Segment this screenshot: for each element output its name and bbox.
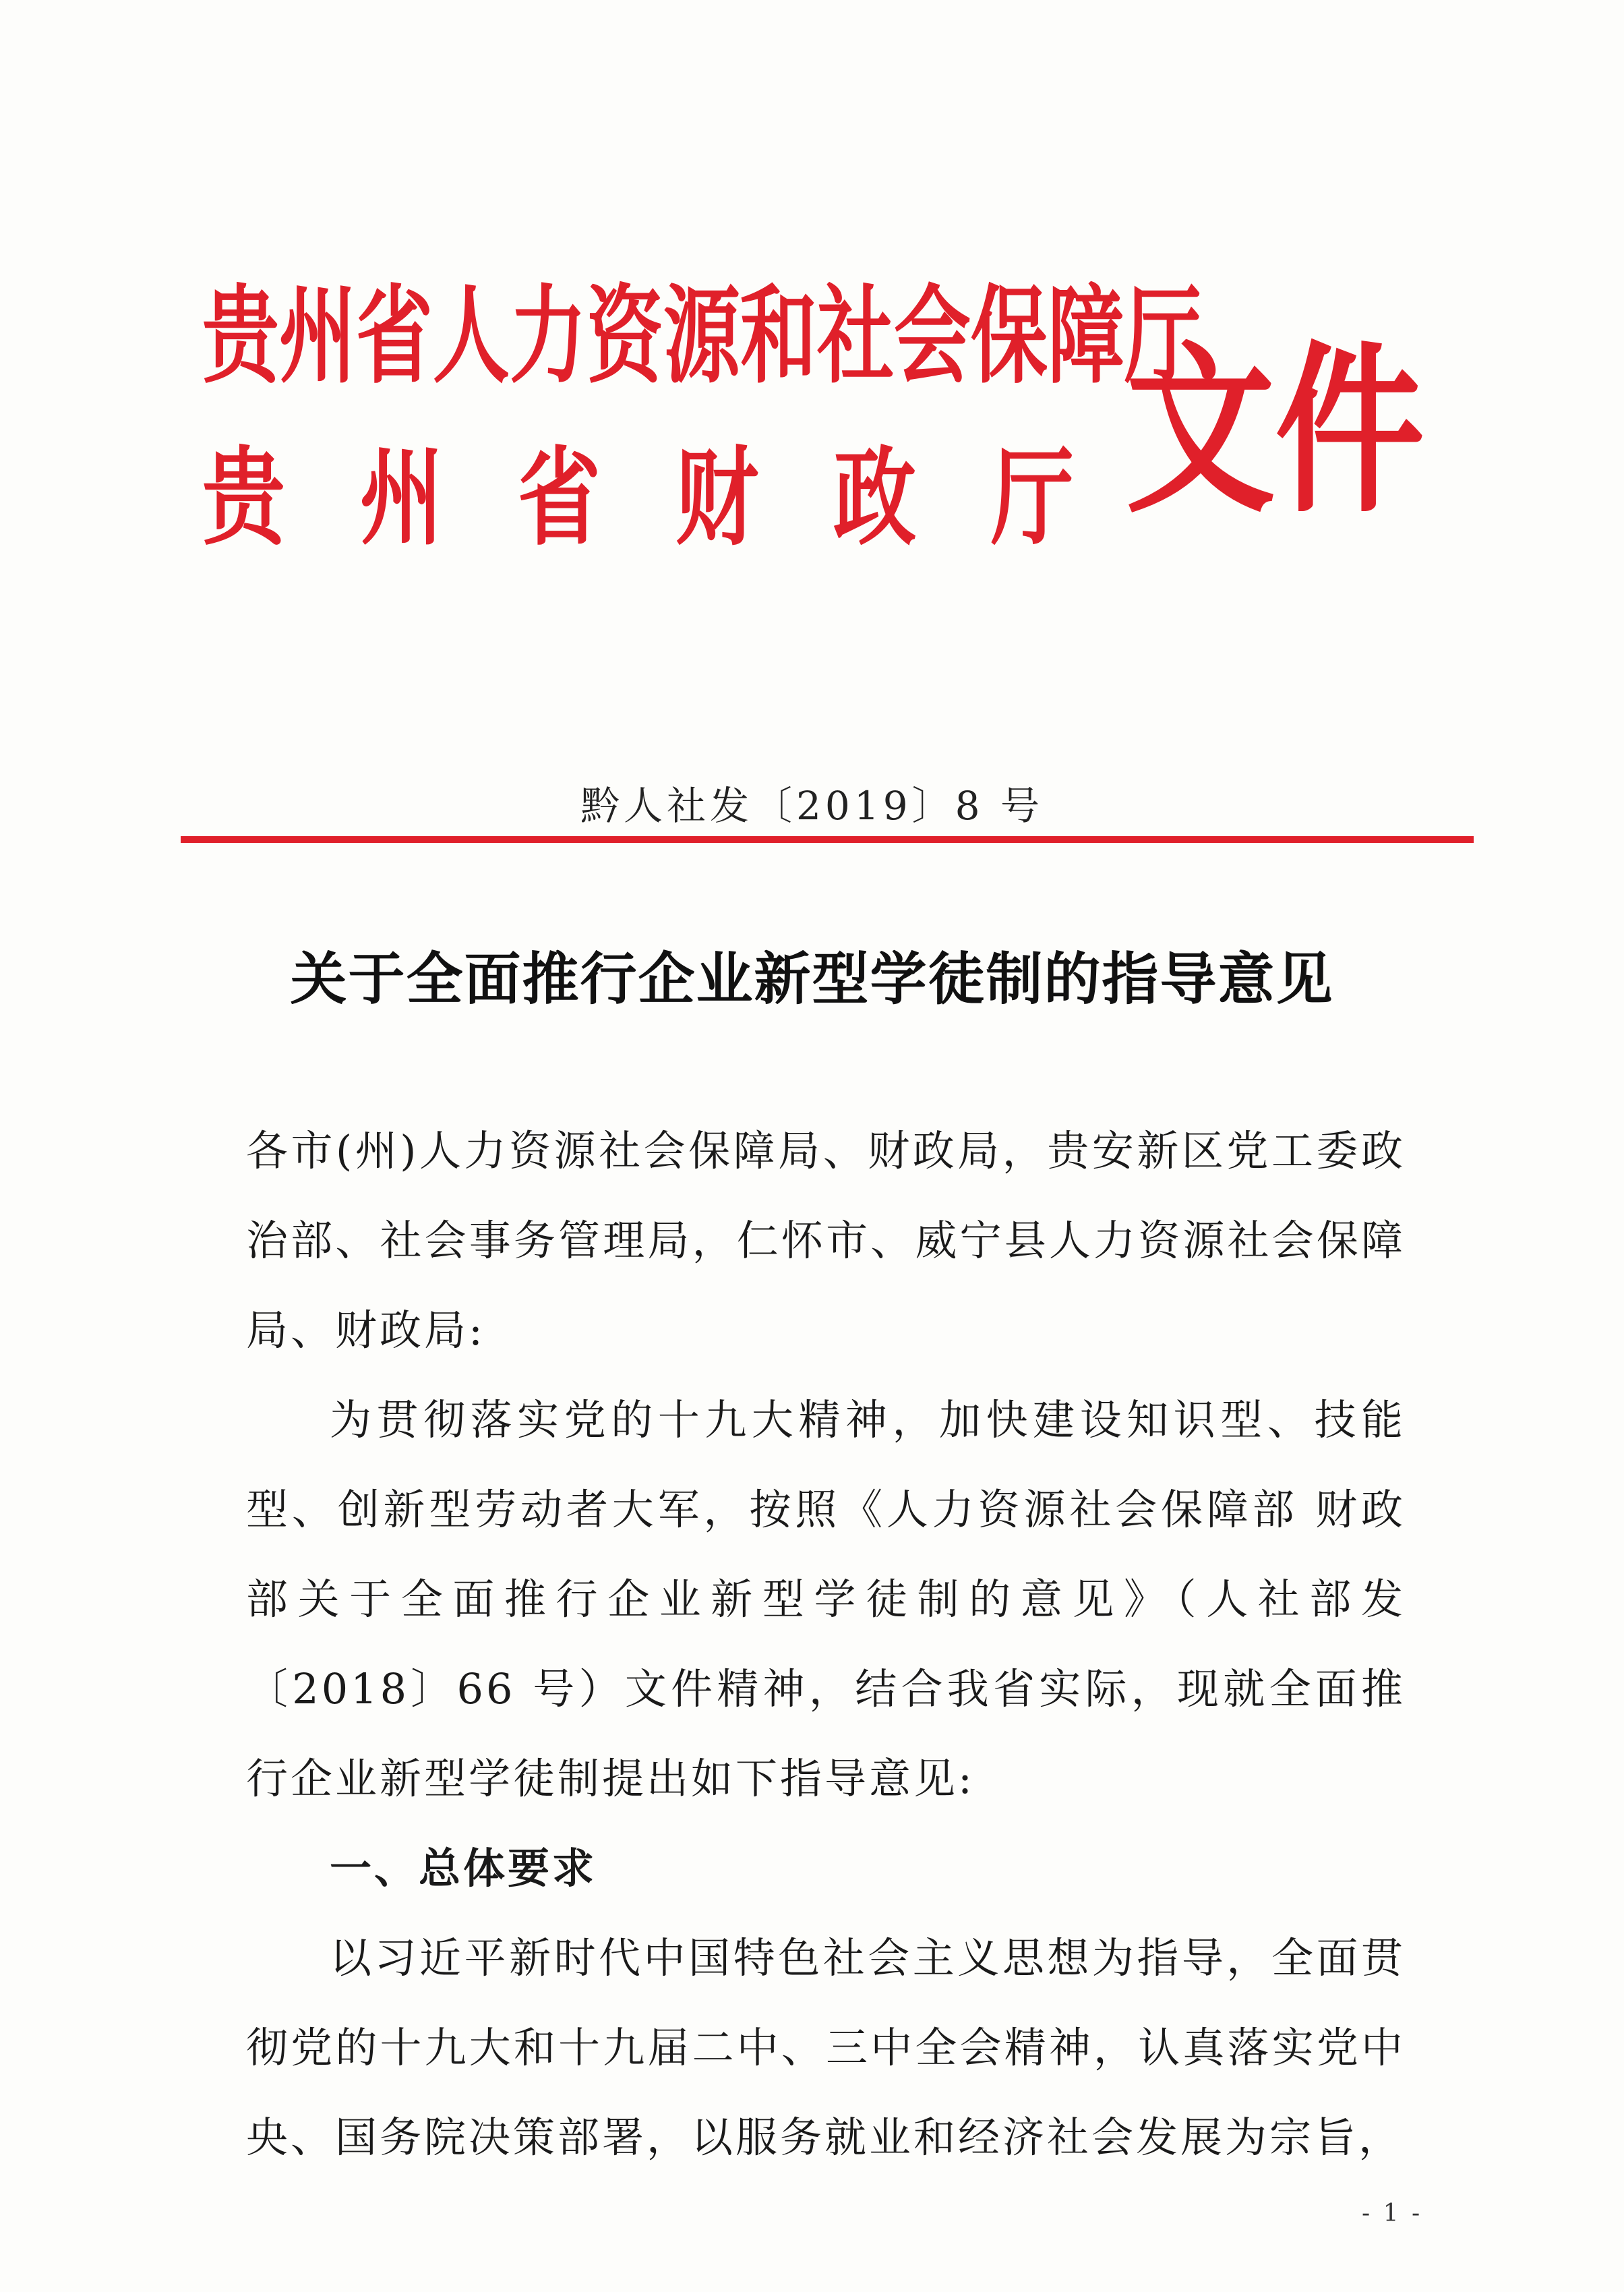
addressees-paragraph: 各市(州)人力资源社会保障局、财政局，贵安新区党工委政治部、社会事务管理局，仁怀市、威宁县人力资源社会保障局、财政局: — [246, 1126, 1406, 1355]
red-divider-line — [181, 836, 1474, 843]
issuer-line-2-char: 贵 — [202, 436, 286, 560]
section-paragraph: 以习近平新时代中国特色社会主义思想为指导，全面贯彻党的十九大和十九届二中、三中全会精神，认真落实党中央、国务院决策部署，以服务就业和经济社会发展为宗旨， — [246, 1933, 1406, 2162]
document-number: 黔人社发〔2019〕8 号 — [580, 783, 1044, 829]
issuer-line-2-char: 政 — [833, 436, 916, 560]
issuer-line-2 — [202, 436, 1092, 560]
section-heading: 一、总体要求 — [330, 1844, 597, 1893]
issuer-line-2-char: 省 — [517, 436, 601, 560]
issuer-line-2-char: 财 — [675, 436, 758, 560]
page-number: - 1 - — [1362, 2200, 1423, 2227]
document-word: 文件 — [1126, 325, 1424, 537]
issuer-line-2-char: 厅 — [990, 436, 1074, 560]
issuer-line-2-char: 州 — [359, 436, 443, 560]
issuer-line-1: 贵州省人力资源和社会保障厅 — [202, 274, 1202, 399]
document-body — [246, 1106, 1406, 2182]
red-masthead — [202, 263, 1429, 614]
intro-paragraph: 为贯彻落实党的十九大精神，加快建设知识型、技能型、创新型劳动者大军，按照《人力资源社会保障部 财政部关于全面推行企业新型学徒制的意见》（人社部发〔2018〕66 号）文件精神，结合我省实际，现就全面推行企业新型学徒制提出如下指导意见: — [246, 1395, 1406, 1803]
document-title: 关于全面推行企业新型学徒制的指导意见 — [290, 946, 1334, 1012]
